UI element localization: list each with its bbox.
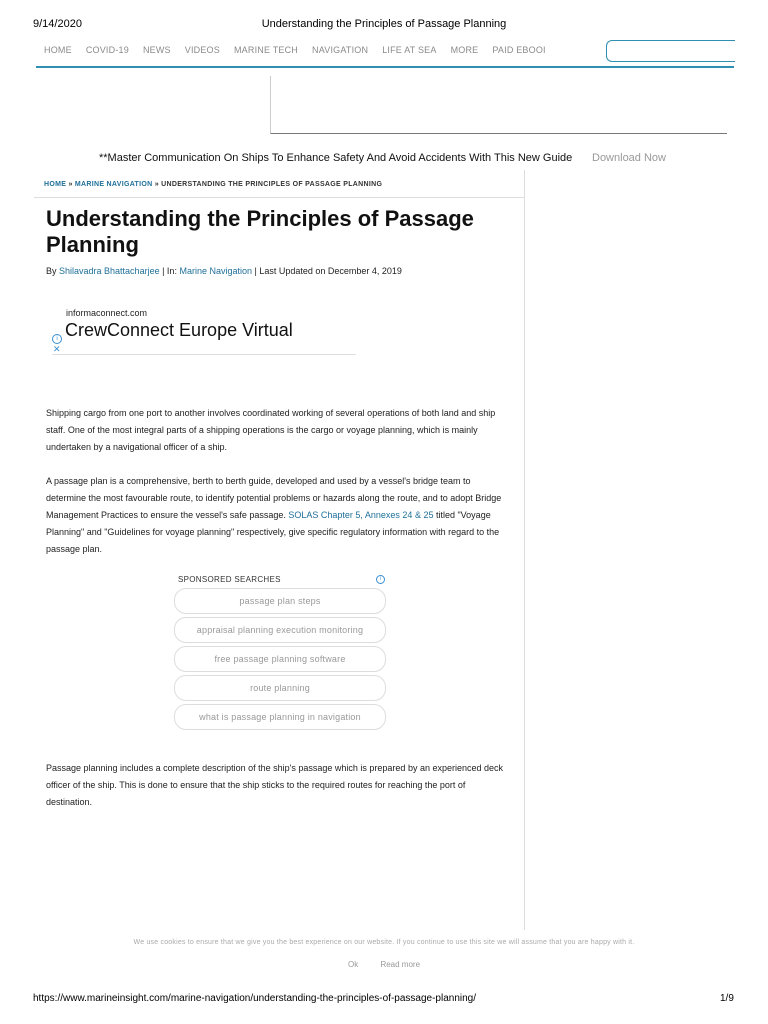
cookie-read-more-link[interactable]: Read more xyxy=(380,960,421,969)
info-icon[interactable]: i xyxy=(376,575,385,584)
nav-item-navigation[interactable]: NAVIGATION xyxy=(312,45,369,55)
breadcrumb-separator: » xyxy=(152,181,162,188)
article-paragraph-3: Passage planning includes a complete description of the ship's passage which is prepared by an experienced deck officer of the ship. This is done to ensure that the ship sticks to the required routes for reaching the port of destination. xyxy=(46,763,504,807)
cookie-actions xyxy=(0,960,768,969)
sponsored-search-item[interactable]: route planning xyxy=(174,675,386,701)
article-paragraph-1: Shipping cargo from one port to another involves coordinated working of several operations of both land and ship staff. One of the most integral parts of a shipping operations is the cargo or voyage planning, which is mainly undertaken by a navigational officer of a ship. xyxy=(46,408,496,452)
nav-item-paid-ebooks[interactable]: PAID EBOOI xyxy=(492,45,546,55)
nav-item-marine-tech[interactable]: MARINE TECH xyxy=(233,45,299,55)
nav-item-life-at-sea[interactable]: LIFE AT SEA xyxy=(382,45,437,55)
article-paragraph-2 xyxy=(46,473,512,558)
search-input[interactable] xyxy=(606,40,735,62)
ad-headline[interactable]: CrewConnect Europe Virtual xyxy=(65,320,293,340)
sponsored-search-item[interactable]: appraisal planning execution monitoring xyxy=(174,617,386,643)
main-nav xyxy=(36,40,734,68)
category-link[interactable]: Marine Navigation xyxy=(179,266,252,276)
close-icon[interactable]: ✕ xyxy=(53,344,61,354)
download-now-link[interactable]: Download Now xyxy=(592,152,666,164)
breadcrumb xyxy=(44,181,382,188)
nav-item-more[interactable]: MORE xyxy=(450,45,479,55)
ad-domain: informaconnect.com xyxy=(66,308,148,318)
byline-in: | In: xyxy=(159,266,180,276)
paragraph-text: A passage plan is a comprehensive, berth to berth guide, developed and used by a vessel's bridge team to determine the most favourable route, to identify potential problems or hazards along the route, and to adopt Bridge Management Practices to ensure the vessel's safe passage. xyxy=(46,476,502,520)
breadcrumb-separator: » xyxy=(66,181,75,188)
solas-link[interactable]: SOLAS Chapter 5, Annexes 24 & 25 xyxy=(288,510,434,520)
promo-text[interactable]: **Master Communication On Ships To Enhance Safety And Avoid Accidents With This New Guide xyxy=(99,152,573,164)
sponsored-search-item[interactable]: free passage planning software xyxy=(174,646,386,672)
breadcrumb-category[interactable]: MARINE NAVIGATION xyxy=(74,181,153,188)
sponsored-search-item[interactable]: passage plan steps xyxy=(174,588,386,614)
top-ad-banner[interactable] xyxy=(270,76,727,134)
divider xyxy=(34,197,524,198)
article-title: Understanding the Principles of Passage Planning xyxy=(46,206,474,257)
info-icon[interactable]: i xyxy=(52,334,62,344)
paragraph-text: titled "Voyage Planning" and "Guidelines for voyage planning" respectively, give specific regulatory information with regard to the passage plan. xyxy=(46,510,500,554)
inline-ad[interactable] xyxy=(52,306,356,355)
byline xyxy=(46,266,402,276)
cookie-ok-button[interactable]: Ok xyxy=(347,960,359,969)
byline-by: By xyxy=(46,266,60,276)
author-link[interactable]: Shilavadra Bhattacharjee xyxy=(59,266,160,276)
breadcrumb-home[interactable]: HOME xyxy=(44,181,67,188)
nav-item-covid[interactable]: COVID-19 xyxy=(85,45,129,55)
print-footer-url: https://www.marineinsight.com/marine-navigation/understanding-the-principles-of-passage-planning/ xyxy=(33,993,477,1004)
print-date: 9/14/2020 xyxy=(33,18,82,30)
cookie-notice: We use cookies to ensure that we give you the best experience on our website. If you continue to use this site we will assume that you are happy with it. xyxy=(133,939,635,946)
sidebar-divider xyxy=(524,170,525,930)
byline-updated: | Last Updated on December 4, 2019 xyxy=(252,266,402,276)
nav-items xyxy=(44,45,560,55)
print-title: Understanding the Principles of Passage Planning xyxy=(261,18,507,30)
print-header xyxy=(0,0,768,40)
sponsored-label: SPONSORED SEARCHES xyxy=(178,575,281,584)
nav-item-news[interactable]: NEWS xyxy=(142,45,171,55)
sponsored-search-item[interactable]: what is passage planning in navigation xyxy=(174,704,386,730)
breadcrumb-current: UNDERSTANDING THE PRINCIPLES OF PASSAGE PLANNING xyxy=(161,181,383,188)
print-page-number: 1/9 xyxy=(720,993,734,1004)
nav-item-videos[interactable]: VIDEOS xyxy=(184,45,220,55)
nav-item-home[interactable]: HOME xyxy=(44,45,72,55)
